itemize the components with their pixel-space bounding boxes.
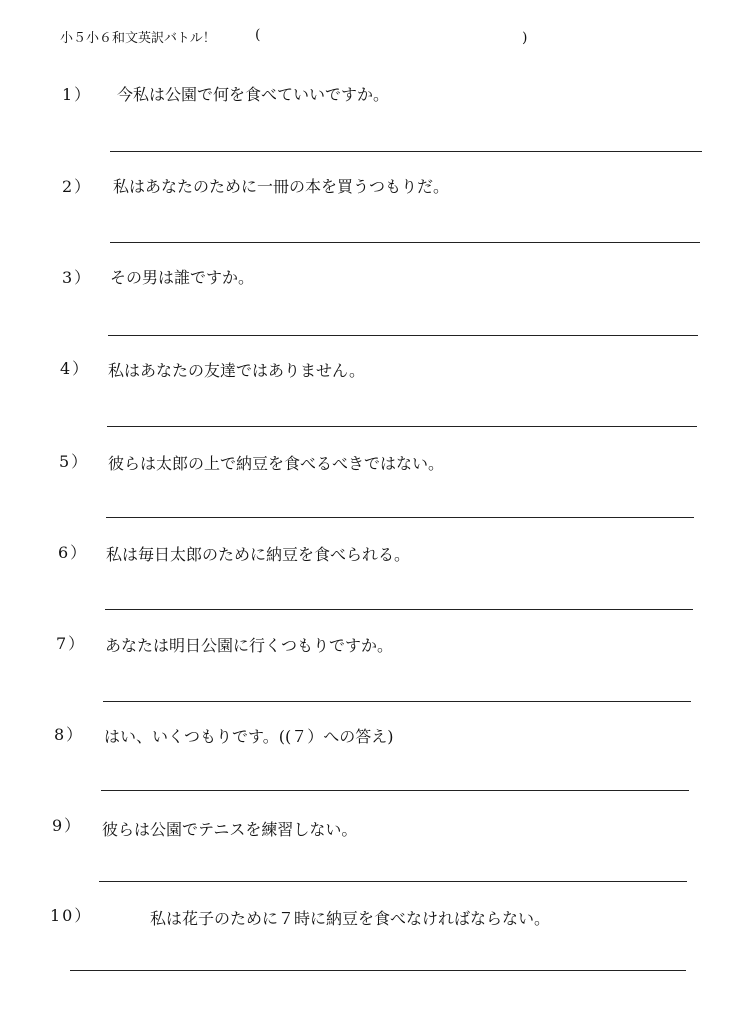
question-text: 私は花子のために７時に納豆を食べなければならない。 bbox=[150, 909, 551, 928]
question-7 bbox=[0, 629, 740, 719]
question-text: 私は毎日太郎のために納豆を食べられる。 bbox=[106, 545, 411, 564]
question-number: 6） bbox=[58, 543, 89, 562]
answer-line[interactable] bbox=[110, 151, 702, 152]
question-10 bbox=[0, 901, 740, 991]
question-number: 10） bbox=[50, 906, 93, 925]
question-number: 1） bbox=[62, 85, 93, 104]
question-number: 4） bbox=[60, 359, 91, 378]
question-text: 今私は公園で何を食べていいですか。 bbox=[117, 85, 390, 104]
question-text: 彼らは太郎の上で納豆を食べるべきではない。 bbox=[108, 454, 445, 473]
answer-line[interactable] bbox=[110, 242, 700, 243]
answer-line[interactable] bbox=[101, 790, 689, 791]
question-text: 私はあなたの友達ではありません。 bbox=[108, 361, 365, 380]
worksheet-title: 小５小６和文英訳バトル！ bbox=[60, 31, 216, 46]
question-3 bbox=[0, 263, 740, 353]
question-number: 8） bbox=[54, 725, 85, 744]
question-text: 私はあなたのために一冊の本を買うつもりだ。 bbox=[113, 177, 450, 196]
answer-line[interactable] bbox=[106, 517, 694, 518]
answer-line[interactable] bbox=[70, 970, 686, 971]
question-6 bbox=[0, 538, 740, 628]
answer-line[interactable] bbox=[108, 335, 698, 336]
question-number: 9） bbox=[52, 816, 83, 835]
question-8 bbox=[0, 720, 740, 810]
question-4 bbox=[0, 354, 740, 444]
question-text: 彼らは公園でテニスを練習しない。 bbox=[102, 820, 358, 839]
question-2 bbox=[0, 172, 740, 262]
question-text: はい、いくつもりです。((７）への答え) bbox=[104, 727, 394, 746]
question-text: あなたは明日公園に行くつもりですか。 bbox=[105, 636, 394, 655]
question-5 bbox=[0, 447, 740, 537]
question-number: 7） bbox=[56, 634, 87, 653]
question-number: 2） bbox=[62, 177, 93, 196]
question-number: 3） bbox=[62, 268, 93, 287]
question-text: その男は誰ですか。 bbox=[110, 268, 255, 287]
name-field-open-paren: ( bbox=[255, 27, 261, 43]
question-1 bbox=[0, 80, 740, 170]
answer-line[interactable] bbox=[103, 701, 691, 702]
answer-line[interactable] bbox=[107, 426, 697, 427]
question-number: 5） bbox=[59, 452, 90, 471]
answer-line[interactable] bbox=[99, 881, 687, 882]
question-9 bbox=[0, 811, 740, 901]
answer-line[interactable] bbox=[105, 609, 693, 610]
name-field-close-paren: ) bbox=[522, 30, 528, 46]
